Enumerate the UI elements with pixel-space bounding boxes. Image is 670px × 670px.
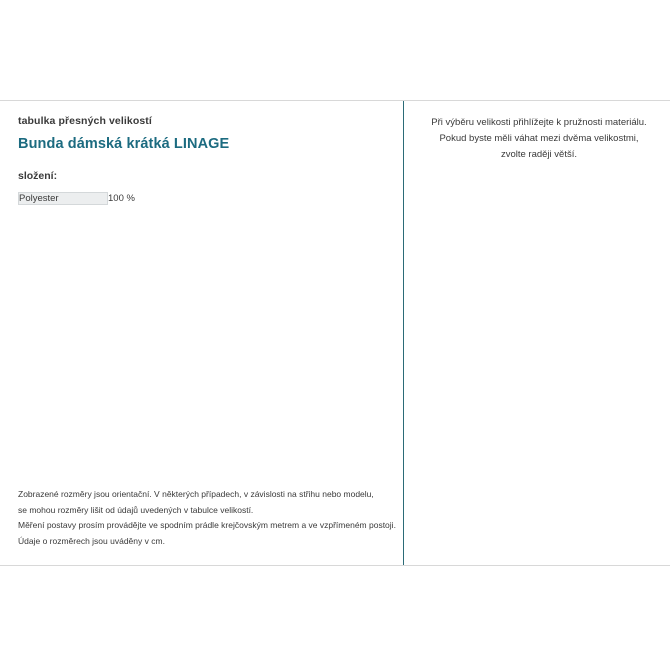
footnote-line: Údaje o rozměrech jsou uváděny v cm.: [18, 535, 165, 546]
page-columns: [0, 101, 670, 565]
footnote-line: Zobrazené rozměry jsou orientační. V některých případech, v závislosti na střihu nebo modelu,: [18, 489, 374, 499]
footnote-line: Měření postavy prosím provádějte ve spodním prádle krejčovským metrem a ve vzpřímeném postoji.: [18, 520, 396, 530]
sizing-note-line: zvolte raději větší.: [500, 149, 578, 160]
sizing-note-line: Pokud byste měli váhat mezi dvěma velikostmi,: [439, 133, 639, 144]
size-chart-page: [0, 100, 670, 566]
page-eyebrow: tabulka přesných velikostí: [18, 115, 152, 127]
sizing-note-line: Při výběru velikosti přihlížejte k pružnosti materiálu.: [431, 117, 647, 128]
page-title: Bunda dámská krátká LINAGE: [18, 136, 230, 152]
footnote: [18, 487, 396, 549]
composition-heading: složení:: [18, 170, 58, 182]
composition-material: Polyester: [19, 193, 108, 205]
composition-table: [18, 192, 135, 205]
table-row: [19, 193, 135, 205]
footnote-line: se mohou rozměry lišit od údajů uvedených v tabulce velikostí.: [18, 504, 254, 515]
right-column: [404, 101, 670, 565]
composition-percent: 100 %: [108, 193, 135, 204]
sizing-note: [426, 115, 652, 163]
left-column: [0, 101, 404, 565]
